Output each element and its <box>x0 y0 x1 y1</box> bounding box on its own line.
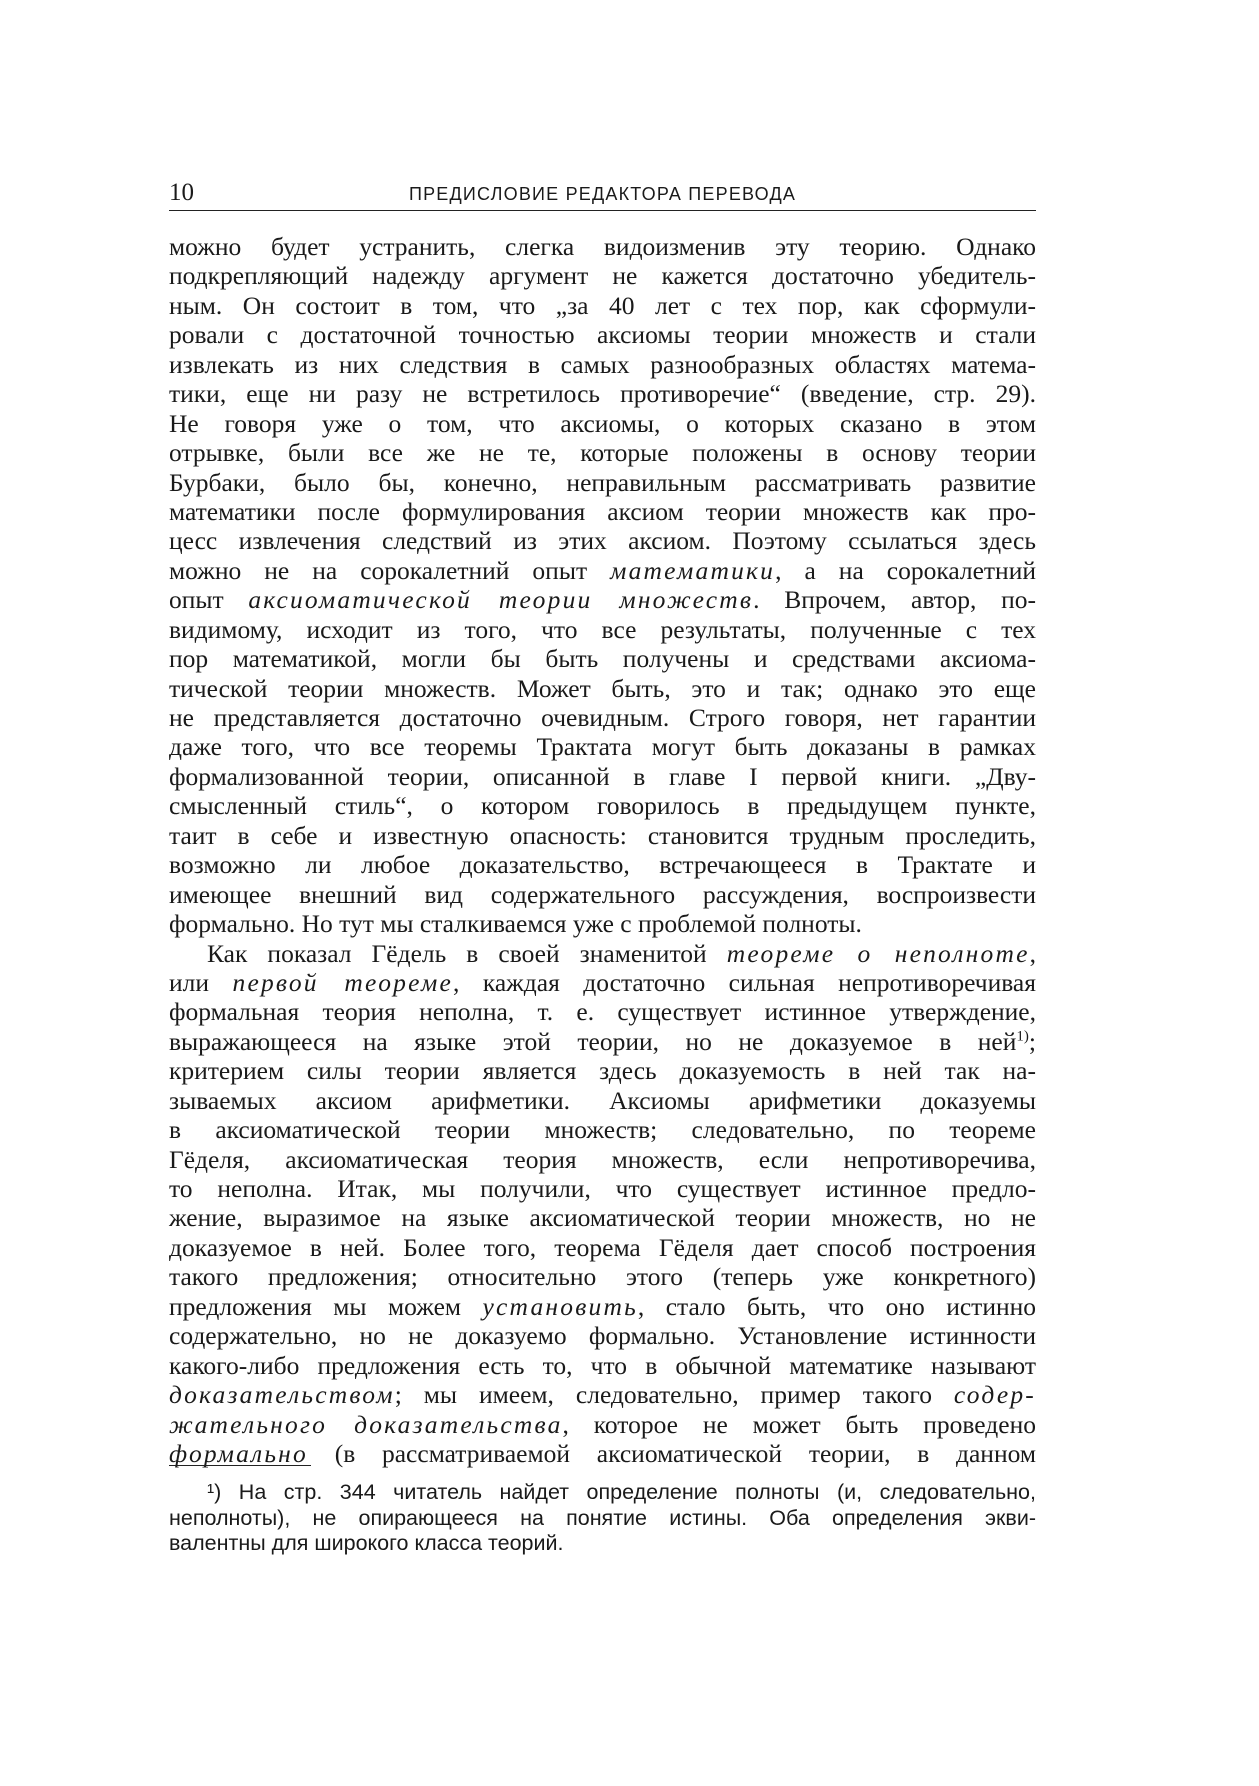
running-header <box>169 178 1036 208</box>
text-line <box>169 1292 1036 1321</box>
text-line: тики, еще ни разу не встретилось противоречие“ (введение, стр. 29). <box>169 379 1036 409</box>
text-line: математики после формулирования аксиом теории множеств как про- <box>169 496 1036 526</box>
running-title: ПРЕДИСЛОВИЕ РЕДАКТОРА ПЕРЕВОДА <box>408 184 797 204</box>
text-line: подкрепляющий надежду аргумент не кажется достаточно убедитель- <box>169 261 1036 291</box>
text-line: цесс извлечения следствий из этих аксиом. Поэтому ссылаться здесь <box>169 526 1036 556</box>
text-line: ровали с достаточной точностью аксиомы теории множеств и стали <box>169 320 1036 350</box>
text-line: формальная теория неполна, т. е. существует истинное утверждение, <box>169 997 1036 1027</box>
text-line: смысленный стиль“, о котором говорилось в предыдущем пункте, <box>169 791 1036 821</box>
text-run: (в рассматриваемой аксиоматической теории, в данном <box>307 1438 1036 1468</box>
footnote-line: валентны для широкого класса теорий. <box>169 1531 564 1555</box>
emphasis: теореме о неполноте <box>726 938 1030 968</box>
emphasis: содер- <box>953 1380 1036 1410</box>
text-line: зываемых аксиом арифметики. Аксиомы арифметики доказуемы <box>169 1085 1036 1115</box>
text-line: ным. Он состоит в том, что „за 40 лет с тех пор, как сформули- <box>169 290 1036 320</box>
text-line <box>169 1380 1036 1409</box>
text-run: , каждая достаточно сильная непротиворечивая <box>453 967 1036 997</box>
text-run: ; мы имеем, следовательно, пример такого <box>394 1380 954 1410</box>
text-run: ; <box>1028 1026 1036 1056</box>
main-text <box>169 232 1036 1468</box>
text-line: даже того, что все теоремы Трактата могут быть доказаны в рамках <box>169 732 1036 762</box>
emphasis: математики <box>610 555 776 585</box>
emphasis: аксиоматической теории множеств <box>248 585 754 615</box>
text-line: какого-либо предложения есть то, что в обычной математике называют <box>169 1350 1036 1380</box>
emphasis: первой теореме <box>232 967 453 997</box>
text-run: или <box>169 967 233 997</box>
text-line: возможно ли любое доказательство, встречающееся в Трактате и <box>169 850 1036 880</box>
text-line: то неполна. Итак, мы получили, что существует истинное предло- <box>169 1174 1036 1203</box>
emphasis: жательного доказательства <box>169 1409 563 1439</box>
text-line: тической теории множеств. Может быть, это и так; однако это еще <box>169 673 1036 703</box>
text-line: видимому, исходит из того, что все результаты, полученные с тех <box>169 614 1036 644</box>
text-line: критерием силы теории является здесь доказуемость в ней так на- <box>169 1056 1036 1086</box>
emphasis: установить <box>482 1291 638 1321</box>
header-rule <box>169 210 1036 211</box>
text-line: в аксиоматической теории множеств; следовательно, по теореме <box>169 1115 1036 1145</box>
text-line: имеющее внешний вид содержательного рассуждения, воспроизвести <box>169 879 1036 909</box>
text-run: , а на сорокалетний <box>775 555 1037 585</box>
text-run: , <box>1029 938 1036 968</box>
text-line <box>169 1410 1036 1439</box>
text-run: , стало быть, что оно истинно <box>637 1291 1037 1321</box>
text-run: . Впрочем, автор, по- <box>753 585 1036 615</box>
text-line <box>169 556 1036 585</box>
text-line: формализованной теории, описанной в главе I первой книги. „Дву- <box>169 761 1036 791</box>
text-line: такого предложения; относительно этого (теперь уже конкретного) <box>169 1262 1036 1292</box>
text-line: жение, выразимое на языке аксиоматической теории множеств, но не <box>169 1203 1036 1233</box>
text-line <box>169 968 1036 997</box>
text-run: предложения мы можем <box>169 1291 483 1321</box>
footnote-line: неполноты), не опирающееся на понятие истины. Оба определения экви- <box>169 1505 1036 1530</box>
text-line: содержательно, но не доказуемо формально. Установление истинности <box>169 1321 1036 1351</box>
text-line: доказуемое в ней. Более того, теорема Гёделя дает способ построения <box>169 1232 1036 1262</box>
text-run: Как показал Гёдель в своей знаменитой <box>207 938 727 968</box>
text-line: таит в себе и известную опасность: становится трудным проследить, <box>169 820 1036 850</box>
page-number: 10 <box>169 179 194 206</box>
text-line: пор математикой, могли бы быть получены и средствами аксиома- <box>169 644 1036 674</box>
footnote-rule <box>169 1465 311 1466</box>
text-line <box>169 585 1036 614</box>
footnote-line: ¹) На стр. 344 читатель найдет определение полноты (и, следовательно, <box>207 1480 1036 1504</box>
text-line: извлекать из них следствия в самых разнообразных областях матема- <box>169 349 1036 379</box>
text-run: можно не на сорокалетний опыт <box>169 555 611 585</box>
text-line <box>169 939 1036 968</box>
text-run: опыт <box>169 585 249 615</box>
emphasis: формально <box>169 1438 308 1468</box>
footnote-marker: 1) <box>1016 1028 1029 1045</box>
text-line: формально. Но тут мы сталкиваемся уже с проблемой полноты. <box>169 909 862 939</box>
emphasis: доказательством <box>169 1380 395 1410</box>
text-line: Бурбаки, было бы, конечно, неправильным рассматривать развитие <box>169 467 1036 497</box>
text-line: Не говоря уже о том, что аксиомы, о которых сказано в этом <box>169 408 1036 438</box>
text-line <box>169 1027 1036 1056</box>
text-line: Гёделя, аксиоматическая теория множеств, если непротиворечива, <box>169 1144 1036 1174</box>
text-line <box>169 1439 1036 1468</box>
text-run: , которое не может быть проведено <box>562 1409 1036 1439</box>
text-run: выражающееся на языке этой теории, но не доказуемое в ней <box>169 1026 1017 1056</box>
text-line: можно будет устранить, слегка видоизменив эту теорию. Однако <box>169 232 1036 261</box>
footnote <box>169 1480 1036 1557</box>
text-line: отрывке, были все же не те, которые положены в основу теории <box>169 438 1036 468</box>
text-line: не представляется достаточно очевидным. Строго говоря, нет гарантии <box>169 703 1036 732</box>
